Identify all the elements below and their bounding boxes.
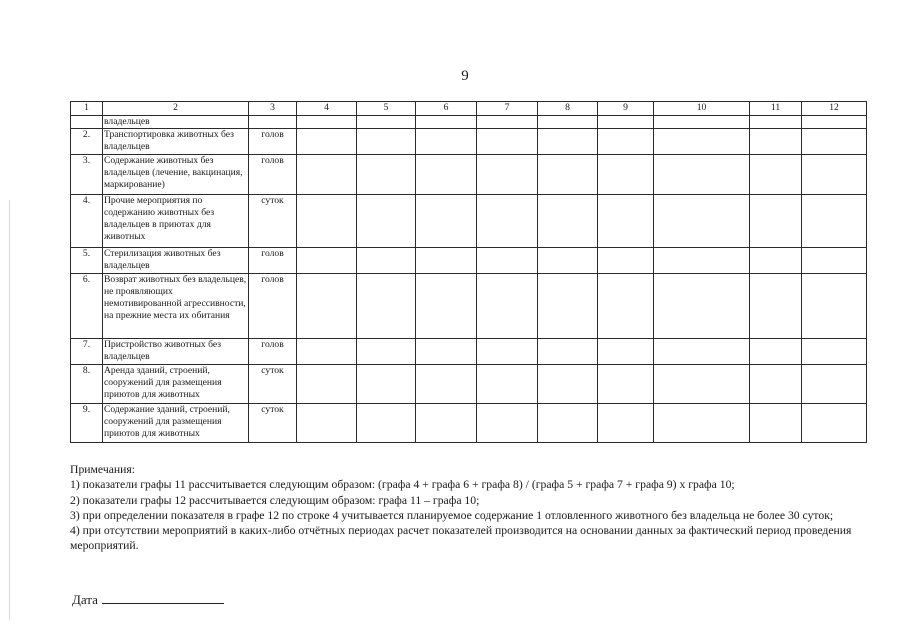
row-number-cell: 8. <box>71 365 103 404</box>
value-cell <box>297 274 357 339</box>
value-cell <box>416 274 477 339</box>
value-cell <box>297 248 357 274</box>
value-cell <box>802 365 867 404</box>
row-name-cell: Аренда зданий, строений, сооружений для размещения приютов для животных <box>103 365 249 404</box>
column-number: 12 <box>802 102 867 116</box>
column-number: 2 <box>103 102 249 116</box>
column-number: 8 <box>538 102 598 116</box>
unit-cell: суток <box>249 365 297 404</box>
value-cell <box>297 129 357 155</box>
column-number: 1 <box>71 102 103 116</box>
table-row <box>71 129 867 155</box>
value-cell <box>416 129 477 155</box>
value-cell <box>538 274 598 339</box>
value-cell <box>357 404 416 443</box>
page-edge-line <box>9 200 10 620</box>
row-name-cell: Возврат животных без владельцев, не проявляющих немотивированной агрессивности, на прежние места их обитания <box>103 274 249 339</box>
value-cell <box>416 155 477 195</box>
value-cell <box>357 195 416 248</box>
table-row <box>71 339 867 365</box>
row-number-cell: 9. <box>71 404 103 443</box>
value-cell <box>538 155 598 195</box>
value-cell <box>750 339 802 365</box>
value-cell <box>297 116 357 129</box>
row-name-cell: Транспортировка животных без владельцев <box>103 129 249 155</box>
value-cell <box>477 339 538 365</box>
value-cell <box>802 339 867 365</box>
unit-cell: голов <box>249 155 297 195</box>
value-cell <box>416 339 477 365</box>
column-number-row <box>71 102 867 116</box>
table-row <box>71 365 867 404</box>
value-cell <box>477 274 538 339</box>
table-row <box>71 195 867 248</box>
value-cell <box>802 274 867 339</box>
continuation-row <box>71 116 867 129</box>
value-cell <box>750 116 802 129</box>
value-cell <box>297 404 357 443</box>
value-cell <box>654 155 750 195</box>
value-cell <box>654 404 750 443</box>
value-cell <box>802 129 867 155</box>
page-number: 9 <box>461 68 469 84</box>
row-name-cell: Пристройство животных без владельцев <box>103 339 249 365</box>
column-number: 11 <box>750 102 802 116</box>
value-cell <box>477 129 538 155</box>
continuation-cell: владельцев <box>103 116 249 129</box>
column-number: 10 <box>654 102 750 116</box>
value-cell <box>538 195 598 248</box>
value-cell <box>477 404 538 443</box>
value-cell <box>297 339 357 365</box>
report-table <box>70 101 867 443</box>
value-cell <box>750 129 802 155</box>
value-cell <box>538 365 598 404</box>
value-cell <box>477 155 538 195</box>
row-name-cell: Содержание зданий, строений, сооружений для размещения приютов для животных <box>103 404 249 443</box>
value-cell <box>538 129 598 155</box>
value-cell <box>654 129 750 155</box>
unit-cell: голов <box>249 339 297 365</box>
value-cell <box>357 248 416 274</box>
value-cell <box>357 116 416 129</box>
value-cell <box>416 116 477 129</box>
value-cell <box>357 274 416 339</box>
value-cell <box>750 155 802 195</box>
value-cell <box>654 248 750 274</box>
value-cell <box>598 155 654 195</box>
row-number-cell: 7. <box>71 339 103 365</box>
value-cell <box>598 365 654 404</box>
row-number-cell <box>71 116 103 129</box>
column-number: 3 <box>249 102 297 116</box>
table-row <box>71 155 867 195</box>
value-cell <box>802 248 867 274</box>
value-cell <box>477 195 538 248</box>
row-number-cell: 4. <box>71 195 103 248</box>
value-cell <box>598 129 654 155</box>
value-cell <box>416 195 477 248</box>
value-cell <box>477 248 538 274</box>
row-name-cell: Прочие мероприятия по содержанию животных без владельцев в приютах для животных <box>103 195 249 248</box>
unit-cell: голов <box>249 248 297 274</box>
value-cell <box>750 365 802 404</box>
value-cell <box>538 116 598 129</box>
value-cell <box>750 274 802 339</box>
value-cell <box>416 248 477 274</box>
value-cell <box>357 339 416 365</box>
value-cell <box>598 404 654 443</box>
value-cell <box>598 248 654 274</box>
table-row <box>71 274 867 339</box>
row-number-cell: 2. <box>71 129 103 155</box>
value-cell <box>598 116 654 129</box>
row-number-cell: 6. <box>71 274 103 339</box>
row-name-cell: Содержание животных без владельцев (лечение, вакцинация, маркирование) <box>103 155 249 195</box>
value-cell <box>654 274 750 339</box>
note-item: 4) при отсутствии мероприятий в каких-либо отчётных периодах расчет показателей производится на основании данных за фактический период проведения мероприятий. <box>70 524 852 553</box>
value-cell <box>538 339 598 365</box>
value-cell <box>654 339 750 365</box>
value-cell <box>357 155 416 195</box>
column-number: 5 <box>357 102 416 116</box>
value-cell <box>802 155 867 195</box>
unit-cell <box>249 116 297 129</box>
value-cell <box>654 116 750 129</box>
row-number-cell: 5. <box>71 248 103 274</box>
value-cell <box>538 404 598 443</box>
date-label: Дата <box>72 592 98 607</box>
row-number-cell: 3. <box>71 155 103 195</box>
value-cell <box>750 195 802 248</box>
notes-heading: Примечания: <box>70 463 136 476</box>
note-item: 3) при определении показателя в графе 12 по строке 4 учитывается планируемое содержание 1 отловленного животного без владельца не более 30 суток; <box>70 508 834 522</box>
date-blank-line <box>102 591 224 604</box>
value-cell <box>538 248 598 274</box>
column-number: 6 <box>416 102 477 116</box>
value-cell <box>802 116 867 129</box>
value-cell <box>598 274 654 339</box>
column-number: 7 <box>477 102 538 116</box>
table-row <box>71 248 867 274</box>
value-cell <box>802 404 867 443</box>
value-cell <box>477 116 538 129</box>
note-item: 1) показатели графы 11 рассчитывается следующим образом: (графа 4 + графа 6 + графа 8) / (графа 5 + графа 7 + графа 9) х графа 10; <box>70 478 735 492</box>
value-cell <box>297 365 357 404</box>
value-cell <box>598 195 654 248</box>
value-cell <box>357 129 416 155</box>
unit-cell: голов <box>249 129 297 155</box>
row-name-cell: Стерилизация животных без владельцев <box>103 248 249 274</box>
value-cell <box>297 155 357 195</box>
value-cell <box>750 404 802 443</box>
value-cell <box>750 248 802 274</box>
value-cell <box>416 404 477 443</box>
value-cell <box>357 365 416 404</box>
unit-cell: голов <box>249 274 297 339</box>
column-number: 4 <box>297 102 357 116</box>
value-cell <box>654 365 750 404</box>
value-cell <box>654 195 750 248</box>
table-row <box>71 404 867 443</box>
value-cell <box>416 365 477 404</box>
date-field <box>72 591 224 608</box>
value-cell <box>598 339 654 365</box>
value-cell <box>477 365 538 404</box>
value-cell <box>802 195 867 248</box>
note-item: 2) показатели графы 12 рассчитывается следующим образом: графа 11 – графа 10; <box>70 493 480 507</box>
notes-section <box>70 462 870 554</box>
column-number: 9 <box>598 102 654 116</box>
value-cell <box>297 195 357 248</box>
unit-cell: суток <box>249 404 297 443</box>
unit-cell: суток <box>249 195 297 248</box>
